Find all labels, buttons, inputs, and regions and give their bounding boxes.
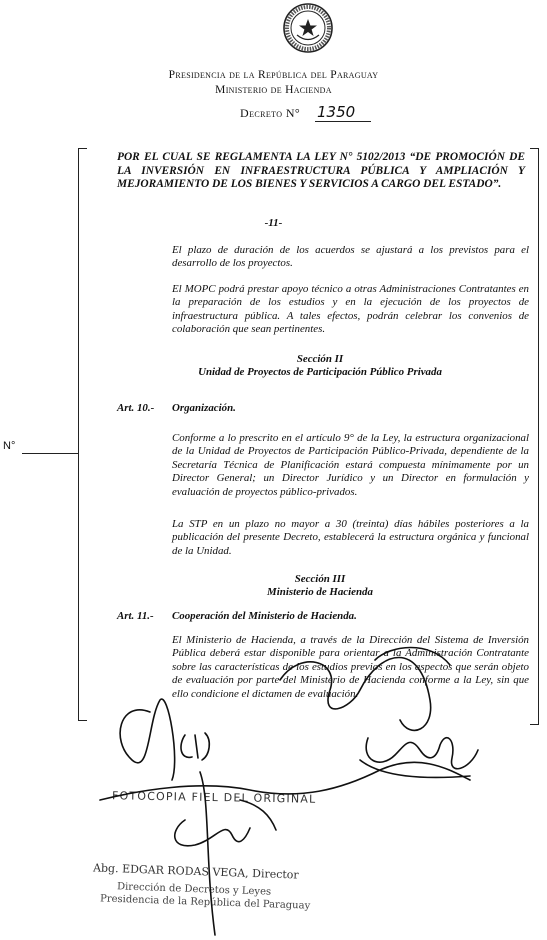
section-3-title: Sección III	[294, 573, 346, 585]
article-10-heading: Organización.	[172, 402, 236, 414]
article-11-number: Art. 11.-	[117, 610, 154, 622]
section-2-title: Sección II	[296, 353, 344, 365]
certified-copy-stamp: FOTOCOPIA FIEL DEL ORIGINAL	[111, 789, 317, 806]
national-seal-icon	[282, 2, 334, 54]
decreto-label: Decreto N°	[240, 106, 301, 120]
right-bracket	[530, 148, 539, 725]
paragraph-organizacion: Conforme a lo prescrito en el artículo 9° de la Ley, la estructura organizacional de la Unidad de Proyectos de Participación Público-Privada, dependiente de la Secretaría Técnica de Planificación estará compuesta mínimamente por un Director General; un Director Jurídico y un Director en formulación y evaluación de proyectos público-privados.	[172, 432, 529, 498]
document-title: POR EL CUAL SE REGLAMENTA LA LEY N° 5102/2013 “DE PROMOCIÓN DE LA INVERSIÓN EN INFRAESTRUCTURA PÚBLICA Y AMPLIACIÓN Y MEJORAMIENTO DE LOS BIENES Y SERVICIOS A CARGO DEL ESTADO”.	[117, 151, 525, 190]
decreto-underline	[315, 121, 371, 122]
office-stamp: Presidencia de la República del Paraguay	[99, 893, 311, 912]
paragraph-stp: La STP en un plazo no mayor a 30 (treinta) días hábiles posteriores a la publicación del presente Decreto, establecerá la estructura orgánica y funcional de la Unidad.	[172, 518, 529, 557]
header-presidencia: Presidencia de la República del Paraguay	[168, 69, 379, 81]
left-bracket	[78, 148, 87, 721]
decreto-number: 1350	[317, 103, 356, 121]
article-11-heading: Cooperación del Ministerio de Hacienda.	[172, 610, 357, 622]
department-stamp: Dirección de Decretos y Leyes	[116, 881, 272, 898]
paragraph-mopc: El MOPC podrá prestar apoyo técnico a otras Administraciones Contratantes en la preparación de los estudios y en la ejecución de los proyectos de infraestructura pública. A tales efectos, podrán celebrar los convenios de colaboración que sean pertinentes.	[172, 283, 529, 336]
page-number: -11-	[264, 217, 283, 229]
section-3-subtitle: Ministerio de Hacienda	[267, 586, 373, 598]
header-ministerio: Ministerio de Hacienda	[215, 84, 332, 96]
paragraph-plazo: El plazo de duración de los acuerdos se ajustará a los previstos para el desarrollo de los proyectos.	[172, 244, 529, 270]
margin-number-label: N°	[3, 440, 16, 452]
paragraph-cooperacion: El Ministerio de Hacienda, a través de la Dirección del Sistema de Inversión Pública deberá estar disponible para orientar a la Administración Contratante sobre las características de los estudios previos en los aspectos que serán objeto de evaluación por parte del Ministerio de Hacienda conforme a la Ley, sin que ello condicione el dictamen de evaluación.	[172, 634, 529, 700]
margin-number-line	[22, 453, 78, 454]
director-name-stamp: Abg. EDGAR RODAS VEGA, Director	[92, 861, 299, 882]
article-10-number: Art. 10.-	[117, 402, 155, 414]
section-2-subtitle: Unidad de Proyectos de Participación Público Privada	[198, 366, 442, 378]
